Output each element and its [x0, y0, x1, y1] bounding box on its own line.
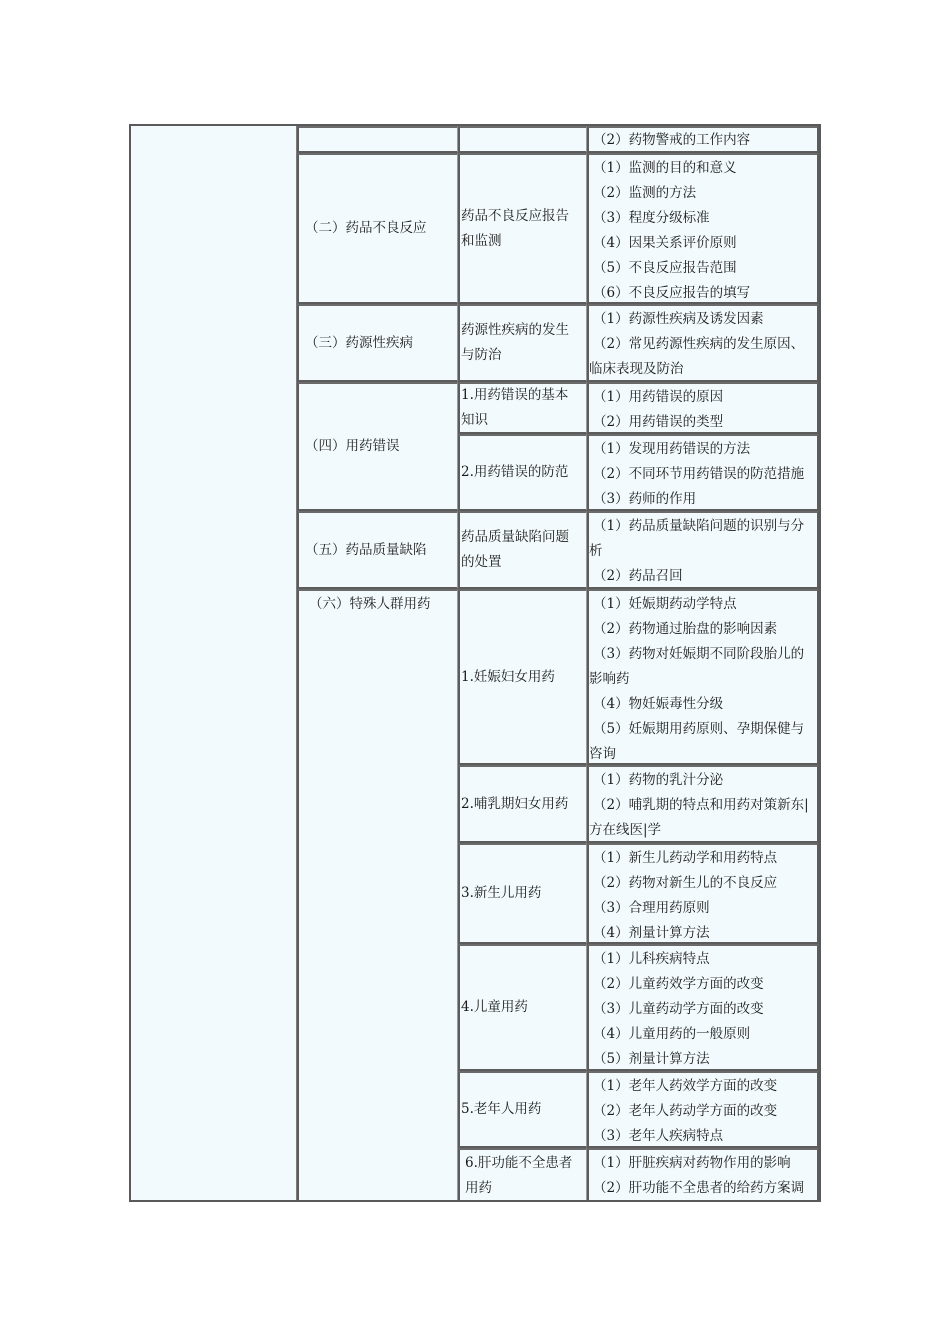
point-item: （1）用药错误的原因 [593, 389, 724, 405]
section-title: （三）药源性疾病 [305, 334, 413, 351]
point-item: （3）儿童药动学方面的改变 [593, 1001, 764, 1017]
point-item: （2）药物警戒的工作内容 [593, 132, 751, 148]
points-cell [587, 434, 819, 511]
section-cell [297, 382, 458, 511]
point-item: （1）药品质量缺陷问题的识别与分 [593, 518, 805, 534]
topic-line: 6.肝功能不全患者 [465, 1155, 573, 1171]
points-cell [587, 944, 819, 1071]
points-cell [587, 126, 819, 153]
topic-cell [458, 843, 587, 944]
point-item: （3）合理用药原则 [593, 900, 710, 916]
point-item: （2）用药错误的类型 [593, 414, 724, 430]
point-item: （2）药物对新生儿的不良反应 [593, 875, 778, 891]
point-item: （2）哺乳期的特点和用药对策新东| [593, 797, 809, 813]
points-cell [587, 843, 819, 944]
point-item: 影响药 [589, 671, 630, 687]
topic-cell [458, 1148, 587, 1200]
topic-line: 药品质量缺陷问题 [461, 529, 569, 545]
topic-line: 5.老年人用药 [461, 1101, 542, 1117]
topic-cell [458, 589, 587, 765]
points-cell [587, 1148, 819, 1200]
point-item: （1）发现用药错误的方法 [593, 441, 751, 457]
point-item: （2）不同环节用药错误的防范措施 [593, 466, 805, 482]
point-item: （2）老年人药动学方面的改变 [593, 1103, 778, 1119]
point-item: （5）不良反应报告范围 [593, 260, 737, 276]
topic-cell-empty [458, 126, 587, 153]
section-title: （五）药品质量缺陷 [305, 541, 427, 558]
section-cell-empty [297, 126, 458, 153]
point-item: （4）因果关系评价原则 [593, 235, 737, 251]
topic-cell [458, 382, 587, 434]
point-item: （2）儿童药效学方面的改变 [593, 976, 764, 992]
topic-line: 药品不良反应报告 [461, 207, 569, 224]
point-item: （4）剂量计算方法 [593, 925, 710, 941]
point-item: （1）肝脏疾病对药物作用的影响 [593, 1155, 791, 1171]
point-item: （2）药物通过胎盘的影响因素 [593, 621, 778, 637]
point-item: 临床表现及防治 [589, 361, 684, 377]
section-cell [297, 511, 458, 589]
topic-cell [458, 511, 587, 589]
topic-line: 2.用药错误的防范 [461, 464, 569, 480]
point-item: （3）药物对妊娠期不同阶段胎儿的 [593, 646, 805, 662]
point-item: （1）儿科疾病特点 [593, 951, 710, 967]
point-item: （4）儿童用药的一般原则 [593, 1026, 751, 1042]
section-cell [297, 153, 458, 304]
topic-line: 药源性疾病的发生 [461, 322, 569, 338]
section-title: （二）药品不良反应 [305, 220, 427, 236]
topic-cell [458, 1071, 587, 1148]
topic-line: 用药 [465, 1180, 492, 1196]
points-cell [587, 1071, 819, 1148]
topic-line: 1.妊娠妇女用药 [461, 668, 555, 685]
points-cell [587, 511, 819, 589]
topic-line: 1.用药错误的基本 [461, 387, 569, 403]
point-item: 析 [589, 543, 603, 559]
point-item: （6）不良反应报告的填写 [593, 285, 751, 301]
point-item: （2）肝功能不全患者的给药方案调 [593, 1180, 805, 1196]
point-item: （3）程度分级标准 [593, 210, 710, 226]
topic-cell [458, 944, 587, 1071]
topic-line: 和监测 [461, 232, 502, 249]
topic-cell [458, 434, 587, 511]
point-item: （1）监测的目的和意义 [593, 160, 737, 176]
topic-line: 的处置 [461, 554, 502, 570]
point-item: （2）监测的方法 [593, 185, 697, 201]
points-cell [587, 304, 819, 382]
topic-line: 4.儿童用药 [461, 999, 528, 1015]
point-item: （1）新生儿药动学和用药特点 [593, 850, 778, 866]
unit-column-cell [131, 126, 297, 1200]
section-title: （四）用药错误 [305, 438, 400, 454]
point-item: （2）药品召回 [593, 568, 683, 584]
point-item: 咨询 [589, 746, 616, 762]
topic-line: 与防治 [461, 347, 502, 363]
point-item: （2）常见药源性疾病的发生原因、 [593, 336, 805, 352]
point-item: （4）物妊娠毒性分级 [593, 696, 724, 712]
points-cell [587, 765, 819, 843]
point-item: （1）药源性疾病及诱发因素 [593, 311, 764, 327]
point-item: 方在线医|学 [589, 822, 662, 838]
section-cell [297, 589, 458, 1200]
topic-line: 3.新生儿用药 [461, 885, 542, 901]
point-item: （5）剂量计算方法 [593, 1051, 710, 1067]
points-cell [587, 153, 819, 304]
points-cell [587, 382, 819, 434]
topic-line: 2.哺乳期妇女用药 [461, 795, 569, 812]
point-item: （1）妊娠期药动学特点 [593, 596, 737, 612]
topic-cell [458, 153, 587, 304]
point-item: （1）老年人药效学方面的改变 [593, 1078, 778, 1094]
section-cell [297, 304, 458, 382]
point-item: （5）妊娠期用药原则、孕期保健与 [593, 721, 805, 737]
topic-cell [458, 304, 587, 382]
topic-cell [458, 765, 587, 843]
point-item: （1）药物的乳汁分泌 [593, 772, 724, 788]
points-cell [587, 589, 819, 765]
topic-line: 知识 [461, 412, 488, 428]
point-item: （3）药师的作用 [593, 491, 697, 507]
point-item: （3）老年人疾病特点 [593, 1128, 724, 1144]
section-title: （六）特殊人群用药 [309, 596, 431, 612]
